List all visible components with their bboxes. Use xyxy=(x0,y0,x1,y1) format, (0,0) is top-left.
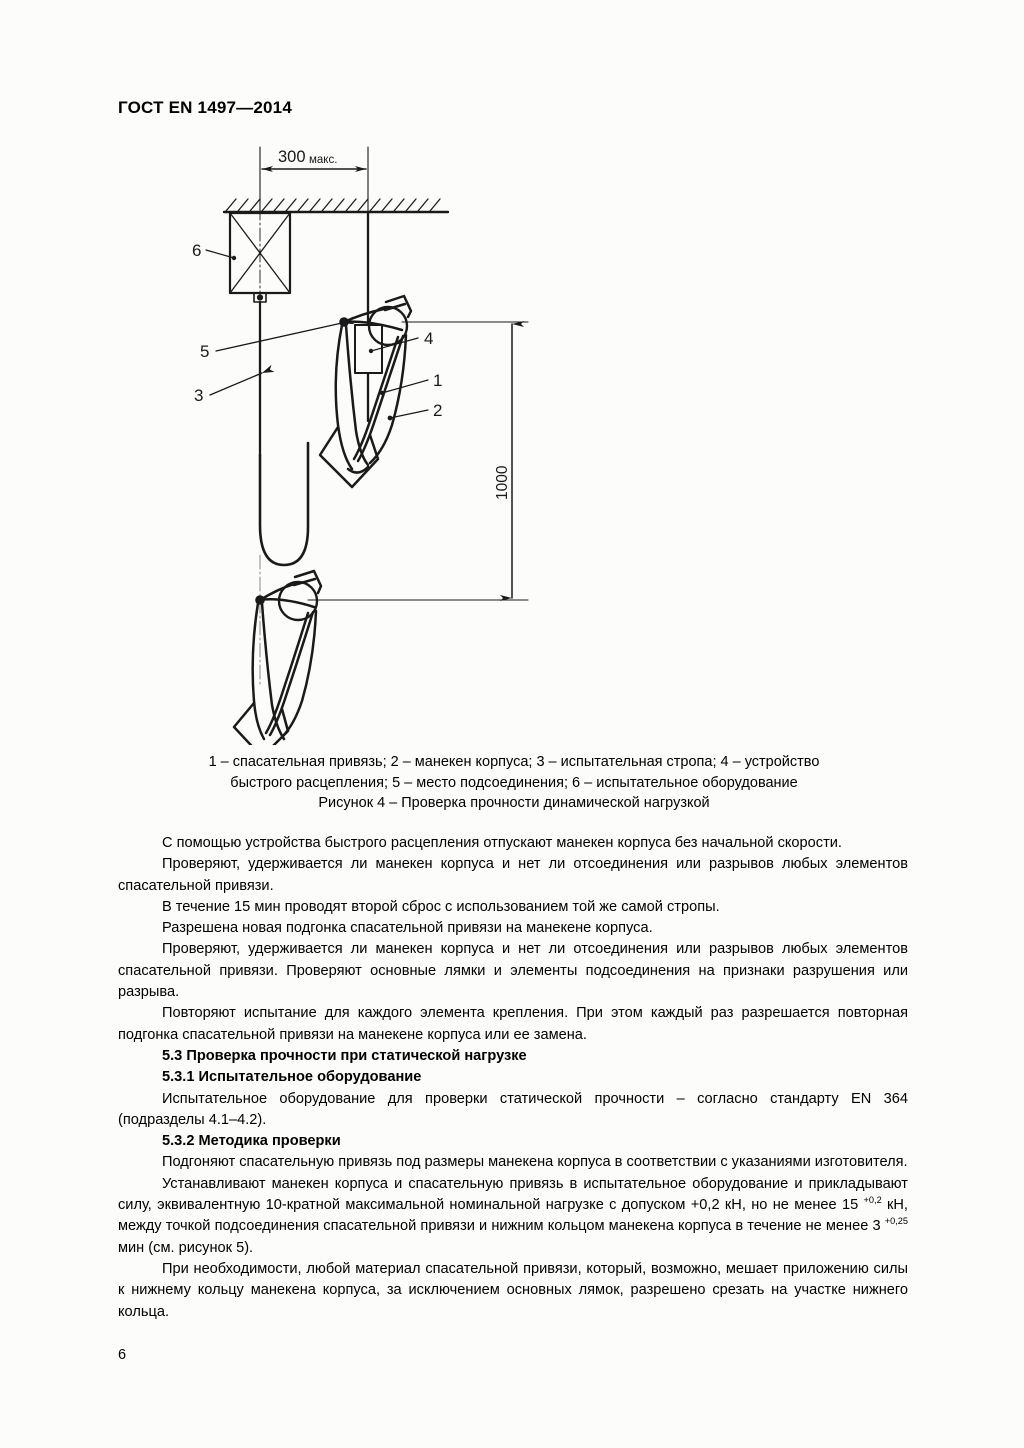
paragraph-8: Подгоняют спасательную привязь под размеры манекена корпуса в соответствии с указаниями изготовителя. xyxy=(162,1154,908,1171)
tolerance-superscript-2: +0,25 xyxy=(884,1216,908,1227)
paragraph-10: При необходимости, любой материал спасательной привязи, который, возможно, мешает приложению силы к нижнему кольцу манекена корпуса, за исключением основных лямок, разрешено срезать на участке нижнего кольца. xyxy=(118,1260,908,1320)
paragraph-9-part-c: мин (см. рисунок 5). xyxy=(118,1239,254,1256)
paragraph-6: Повторяют испытание для каждого элемента крепления. При этом каждый раз разрешается повторная подгонка спасательной привязи на манекене корпуса или ее замена. xyxy=(118,1005,908,1043)
tolerance-superscript-1: +0,2 xyxy=(863,1195,882,1206)
figure-4-dynamic-strength-test xyxy=(0,125,1024,745)
page-number: 6 xyxy=(118,1347,127,1363)
paragraph-7: Испытательное оборудование для проверки статической прочности – согласно стандарту EN 364 (подразделы 4.1–4.2). xyxy=(118,1090,908,1128)
dimension-300-value: 300 xyxy=(278,148,306,166)
callout-6: 6 xyxy=(192,241,202,260)
standard-header: ГОСТ EN 1497—2014 xyxy=(118,98,292,117)
paragraph-3: В течение 15 мин проводят второй сброс с использованием той же самой стропы. xyxy=(162,898,720,915)
body-content xyxy=(118,833,908,1323)
paragraph-5: Проверяют, удерживается ли манекен корпуса и нет ли отсоединения или разрывов любых элементов спасательной привязи. Проверяют основные лямки и элементы подсоединения на признаки разрушения или разрыва. xyxy=(118,941,908,1001)
paragraph-9-part-a: Устанавливают манекен корпуса и спасательную привязь в испытательное оборудование и прикладывают силу, эквивалентную 10-кратной максимальной номинальной нагрузке с допуском +0,2 кН, но не менее 15 xyxy=(118,1175,908,1214)
paragraph-2: Проверяют, удерживается ли манекен корпуса и нет ли отсоединения или разрывов любых элементов спасательной привязи. xyxy=(118,856,908,894)
figure-caption: Рисунок 4 – Проверка прочности динамической нагрузкой xyxy=(318,795,710,811)
paragraph-9 xyxy=(118,1174,908,1259)
figure-legend-line-1: 1 – спасательная привязь; 2 – манекен корпуса; 3 – испытательная стропа; 4 – устройство xyxy=(208,754,820,770)
heading-5-3-2: 5.3.2 Методика проверки xyxy=(162,1133,341,1150)
callout-2: 2 xyxy=(433,401,443,420)
paragraph-9-part-b: кН, между точкой подсоединения спасательной привязи и нижним кольцом манекена корпуса в течение не менее 3 xyxy=(118,1197,908,1235)
dimension-300-unit: макс. xyxy=(309,154,338,166)
figure-legend xyxy=(130,752,898,793)
heading-5-3-1: 5.3.1 Испытательное оборудование xyxy=(162,1069,422,1086)
callout-3: 3 xyxy=(194,386,204,405)
figure-drawing xyxy=(192,125,832,745)
figure-legend-line-2: быстрого расцепления; 5 – место подсоединения; 6 – испытательное оборудование xyxy=(230,774,798,791)
heading-5-3: 5.3 Проверка прочности при статической нагрузке xyxy=(162,1047,527,1064)
dimension-1000-label: 1000 xyxy=(494,465,511,500)
callout-1: 1 xyxy=(433,371,443,390)
callout-5: 5 xyxy=(200,342,210,361)
callout-4: 4 xyxy=(424,329,434,348)
paragraph-1: С помощью устройства быстрого расцепления отпускают манекен корпуса без начальной скорости. xyxy=(162,835,842,851)
paragraph-4: Разрешена новая подгонка спасательной привязи на манекене корпуса. xyxy=(162,920,653,937)
